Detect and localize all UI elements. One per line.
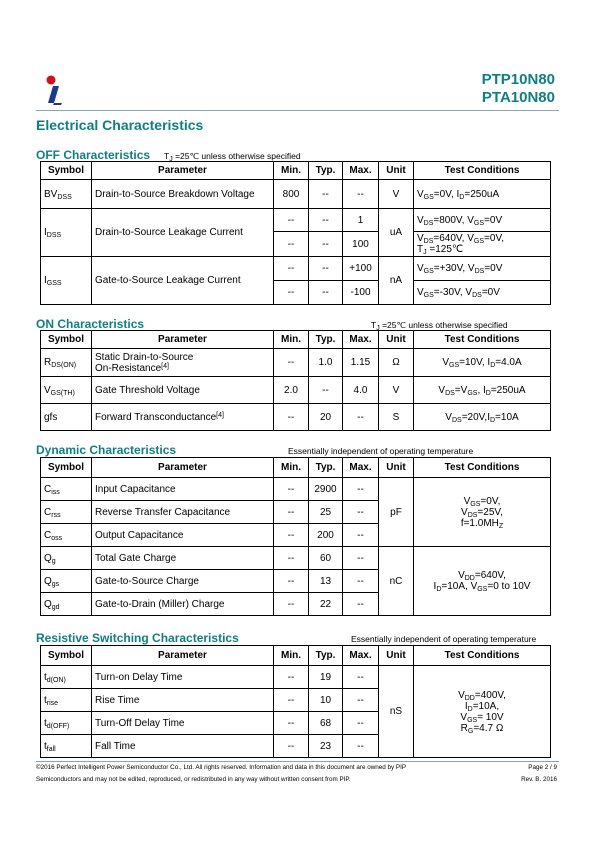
table-row: $BV_{DSS}$ Drain-to-Source Breakdown Voltage 800 -- -- V $V_{GS}=0V$, $I_D=250uA$ <box>41 180 551 209</box>
on-section-title: ON Characteristics <box>36 317 145 331</box>
table-row: $I_{GSS}$ Gate-to-Source Leakage Current -- -- +100 nA $V_{GS}=+30V$, $V_{DS}=0V$ <box>41 257 551 281</box>
table-row: $C_{oss}$ Output Capacitance -- 200 -- <box>41 524 551 547</box>
symbol-cell: gfs <box>41 404 92 431</box>
condition-cell: $V_{GS}=-30V$, $V_{DS}=0V$ <box>414 281 551 305</box>
condition-cell: $V_{DD}=640V$, $I_D=10A$, $V_{GS}=0$ to 10V <box>414 547 551 616</box>
table-row: gfs Forward Transconductance[4] -- 20 -- S $V_{DS}=20V,I_D=10A$ <box>41 404 551 431</box>
condition-cell: $V_{GS}=0V$, $V_{DS}=25V$, $f=1.0MH_Z$ <box>414 478 551 547</box>
off-section-title: OFF Characteristics <box>36 148 151 162</box>
table-row: $t_{rise}$ Rise Time -- 10 -- <box>41 689 551 712</box>
condition-cell: $V_{DS}=800V$, $V_{GS}=0V$ <box>414 209 551 232</box>
col-min: Min. <box>274 162 309 180</box>
condition-cell: $V_{DS}=640V$, $V_{GS}=0V$, $T_J$ =125℃ <box>414 232 551 257</box>
table-row: $t_{fall}$ Fall Time -- 23 -- <box>41 735 551 758</box>
table-row: $C_{iss}$ Input Capacitance -- 2900 -- pF $V_{GS}=0V$, $V_{DS}=25V$, $f=1.0MH_Z$ <box>41 478 551 501</box>
switching-table: Symbol Parameter Min. Typ. Max. Unit Test Conditions $t_{d(ON)}$ Turn-on Delay Time -- 19 -- nS $V_{DD}=400V$, $I_D=10A$, $V_{GS}= 10V$ $R_G=4.7$ Ω $t_{rise}$ Rise Time -- 10 -- $t_{d(OFF)}$ Turn-Off Delay Time -- 68 -- $t_{fall}$ Fall Time -- 23 -- <box>40 645 551 758</box>
part-number-1: PTP10N80 <box>481 71 555 88</box>
table-row: -- -- 100 $V_{DS}=640V$, $V_{GS}=0V$, $T_J$ =125℃ <box>41 232 551 257</box>
on-note: $T_J$ =25℃ unless otherwise specified <box>371 320 508 332</box>
off-table <box>40 161 551 305</box>
col-unit: Unit <box>379 162 414 180</box>
condition-cell: $V_{DS}=20V,I_D=10A$ <box>414 404 551 431</box>
parameter-cell: Static Drain-to-Source On-Resistance[4] <box>92 349 274 377</box>
table-row: $R_{DS(ON)}$ Static Drain-to-Source On-Resistance[4] -- 1.0 1.15 Ω $V_{GS}=10V$, $I_D=4.0A$ <box>41 349 551 377</box>
col-parameter: Parameter <box>92 162 274 180</box>
symbol-cell: $R_{DS(ON)}$ <box>41 349 92 377</box>
symbol-cell: $V_{GS(TH)}$ <box>41 377 92 404</box>
parameter-cell: Drain-to-Source Breakdown Voltage <box>92 180 274 209</box>
condition-cell: $V_{GS}=10V$, $I_D=4.0A$ <box>414 349 551 377</box>
revision: Rev. B. 2016 <box>521 776 557 783</box>
dynamic-section-title: Dynamic Characteristics <box>36 443 177 457</box>
table-row: $C_{rss}$ Reverse Transfer Capacitance -- 25 -- <box>41 501 551 524</box>
company-logo <box>44 73 66 105</box>
header-divider <box>36 110 559 111</box>
symbol-cell: $BV_{DSS}$ <box>41 180 92 209</box>
condition-cell: $V_{GS}=+30V$, $V_{DS}=0V$ <box>414 257 551 281</box>
footer-divider <box>36 761 559 762</box>
table-row: $Q_g$ Total Gate Charge -- 60 -- nC $V_{DD}=640V$, $I_D=10A$, $V_{GS}=0$ to 10V <box>41 547 551 570</box>
table-row: $V_{GS(TH)}$ Gate Threshold Voltage 2.0 -- 4.0 V $V_{DS}=V_{GS}$, $I_D=250uA$ <box>41 377 551 404</box>
footer-copyright-1: ©2016 Perfect Intelligent Power Semiconductor Co., Ltd. All rights reserved. Information and data in this document are owned by PIP <box>36 764 407 771</box>
page-number: Page 2 / 9 <box>528 764 557 771</box>
condition-cell: $V_{DD}=400V$, $I_D=10A$, $V_{GS}= 10V$ $R_G=4.7$ Ω <box>414 666 551 758</box>
dynamic-note: Essentially independent of operating temperature <box>288 446 474 456</box>
condition-cell: $V_{GS}=0V$, $I_D=250uA$ <box>414 180 551 209</box>
table-row: -- -- -100 $V_{GS}=-30V$, $V_{DS}=0V$ <box>41 281 551 305</box>
table-row: $I_{DSS}$ Drain-to-Source Leakage Current -- -- 1 uA $V_{DS}=800V$, $V_{GS}=0V$ <box>41 209 551 232</box>
table-row: $Q_{gs}$ Gate-to-Source Charge -- 13 -- <box>41 570 551 593</box>
col-typ: Typ. <box>309 162 343 180</box>
table-row: $t_{d(OFF)}$ Turn-Off Delay Time -- 68 -- <box>41 712 551 735</box>
symbol-cell: $I_{DSS}$ <box>41 209 92 257</box>
switching-section-title: Resistive Switching Characteristics <box>36 631 239 645</box>
page-title: Electrical Characteristics <box>36 117 204 133</box>
on-table: Symbol Parameter Min. Typ. Max. Unit Test Conditions $R_{DS(ON)}$ Static Drain-to-Source On-Resistance[4] -- 1.0 1.15 Ω $V_{GS}=10V$, $I_D=4.0A$ $V_{GS(TH)}$ Gate Threshold Voltage 2.0 -- 4.0 V $V_{DS}=V_{GS}$, $I_D=250uA$ gfs Forward Transconductance[4] -- 20 -- S $V_{DS}=20V,I_D=10A$ <box>40 330 551 431</box>
condition-cell: $V_{DS}=V_{GS}$, $I_D=250uA$ <box>414 377 551 404</box>
table-row: $Q_{gd}$ Gate-to-Drain (Miller) Charge -- 22 -- <box>41 593 551 616</box>
dynamic-table: Symbol Parameter Min. Typ. Max. Unit Test Conditions $C_{iss}$ Input Capacitance -- 2900 -- pF $V_{GS}=0V$, $V_{DS}=25V$, $f=1.0MH_Z$ $C_{rss}$ Reverse Transfer Capacitance -- 25 -- $C_{oss}$ Output Capacitance -- 200 -- $Q_g$ Total Gate Charge -- 60 -- nC $V_{DD}=640V$, $I_D=10A$, $V_{GS}=0$ to 10V $Q_{gs}$ Gate-to-Source Charge -- 13 -- $Q_{gd}$ Gate-to-Drain (Miller) Charge -- 22 -- <box>40 457 551 616</box>
switching-note: Essentially independent of operating temperature <box>351 634 537 644</box>
symbol-cell: $I_{GSS}$ <box>41 257 92 305</box>
col-max: Max. <box>343 162 379 180</box>
table-row: $t_{d(ON)}$ Turn-on Delay Time -- 19 -- nS $V_{DD}=400V$, $I_D=10A$, $V_{GS}= 10V$ $R_G=4.7$ Ω <box>41 666 551 689</box>
off-note: $T_J$ =25℃ unless otherwise specified <box>164 151 301 163</box>
col-symbol: Symbol <box>41 162 92 180</box>
col-conditions: Test Conditions <box>414 162 551 180</box>
footer-copyright-2: Semiconductors and may not be edited, reproduced, or redistributed in any way without written consent from PIP. <box>36 776 351 783</box>
part-number-2: PTA10N80 <box>481 89 555 106</box>
